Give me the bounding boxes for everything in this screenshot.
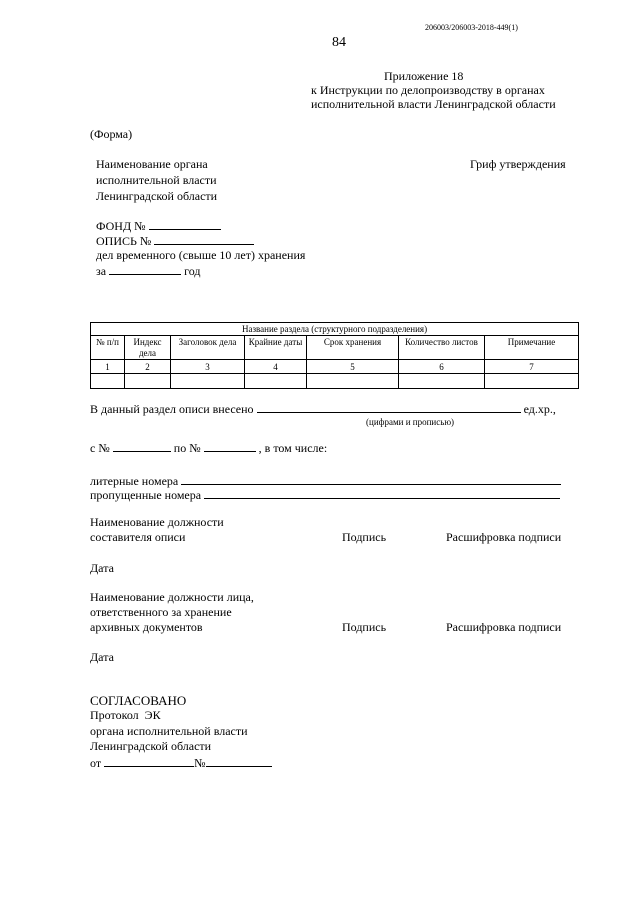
agreed-organ-2: Ленинградской области (90, 739, 212, 753)
compiler-title-1: Наименование должности (90, 515, 224, 529)
entered-suffix: ед.хр., (523, 402, 556, 416)
agreed-date-blank (104, 756, 194, 767)
table-cell (399, 374, 485, 389)
agreed-from-label: от (90, 756, 102, 770)
letter-numbers-blank (181, 474, 561, 485)
agreed-number-label: № (194, 756, 206, 770)
appendix-title: Приложение 18 (384, 69, 464, 83)
appendix-line-2: к Инструкции по делопроизводству в органах (311, 83, 545, 97)
column-number: 3 (171, 360, 245, 374)
entered-prefix: В данный раздел описи внесено (90, 402, 254, 416)
entered-hint: (цифрами и прописью) (366, 417, 455, 427)
agreed-protocol: Протокол ЭК (90, 708, 161, 722)
organ-line-2: исполнительной власти (96, 173, 217, 187)
compiler-date: Дата (90, 561, 114, 575)
column-header: № п/п (91, 336, 125, 360)
table-cell (125, 374, 171, 389)
compiler-decoding: Расшифровка подписи (446, 530, 562, 544)
from-blank (113, 441, 171, 452)
year-prefix: за (96, 264, 107, 278)
responsible-title-2: ответственного за хранение (90, 605, 232, 619)
table-cell (171, 374, 245, 389)
compiler-signature: Подпись (342, 530, 387, 544)
responsible-signature: Подпись (342, 620, 387, 634)
entered-line (90, 402, 556, 415)
column-header: Индекс дела (125, 336, 171, 360)
section-title: Название раздела (структурного подразделения) (91, 323, 579, 336)
letter-numbers-label: литерные номера (90, 474, 179, 488)
including-label: , в том числе: (258, 441, 328, 455)
page-number: 84 (332, 35, 346, 50)
approval-stamp: Гриф утверждения (470, 157, 566, 171)
column-number: 2 (125, 360, 171, 374)
organ-line-1: Наименование органа (96, 157, 208, 171)
year-line (96, 264, 200, 277)
table-row (91, 374, 579, 389)
table-cell (91, 374, 125, 389)
fond-line (96, 219, 221, 232)
to-blank (204, 441, 256, 452)
organ-line-3: Ленинградской области (96, 189, 218, 203)
column-number: 5 (307, 360, 399, 374)
agreed-heading: СОГЛАСОВАНО (90, 693, 187, 708)
table-cell (245, 374, 307, 389)
column-header: Срок хранения (307, 336, 399, 360)
column-number: 4 (245, 360, 307, 374)
column-number: 7 (485, 360, 579, 374)
table-cell (485, 374, 579, 389)
column-number: 1 (91, 360, 125, 374)
year-blank (109, 264, 181, 275)
document-code: 206003/206003-2018-449(1) (425, 23, 518, 32)
letter-numbers-line (90, 474, 561, 487)
column-header: Примечание (485, 336, 579, 360)
opis-number-blank (154, 234, 254, 245)
entered-blank (257, 402, 521, 413)
responsible-title-3: архивных документов (90, 620, 203, 634)
missing-numbers-blank (204, 488, 560, 499)
compiler-title-2: составителя описи (90, 530, 186, 544)
fond-label: ФОНД № (96, 219, 146, 233)
missing-numbers-label: пропущенные номера (90, 488, 202, 502)
table-cell (307, 374, 399, 389)
agreed-organ-1: органа исполнительной власти (90, 724, 248, 738)
opis-label: ОПИСЬ № (96, 234, 152, 248)
form-label: (Форма) (90, 127, 133, 141)
cases-line: дел временного (свыше 10 лет) хранения (96, 248, 306, 262)
fond-number-blank (149, 219, 221, 230)
agreed-number-blank (206, 756, 272, 767)
year-suffix: год (184, 264, 201, 278)
from-label: с № (90, 441, 110, 455)
agreed-date-line (90, 756, 272, 769)
responsible-date: Дата (90, 650, 114, 664)
column-header: Заголовок дела (171, 336, 245, 360)
column-header: Количество листов (399, 336, 485, 360)
column-number: 6 (399, 360, 485, 374)
appendix-line-3: исполнительной власти Ленинградской области (311, 97, 556, 111)
opis-line (96, 234, 254, 247)
column-header: Крайние даты (245, 336, 307, 360)
inventory-table (90, 322, 579, 389)
responsible-title-1: Наименование должности лица, (90, 590, 254, 604)
missing-numbers-line (90, 488, 560, 501)
responsible-decoding: Расшифровка подписи (446, 620, 562, 634)
to-label: по № (173, 441, 201, 455)
range-line (90, 441, 327, 454)
